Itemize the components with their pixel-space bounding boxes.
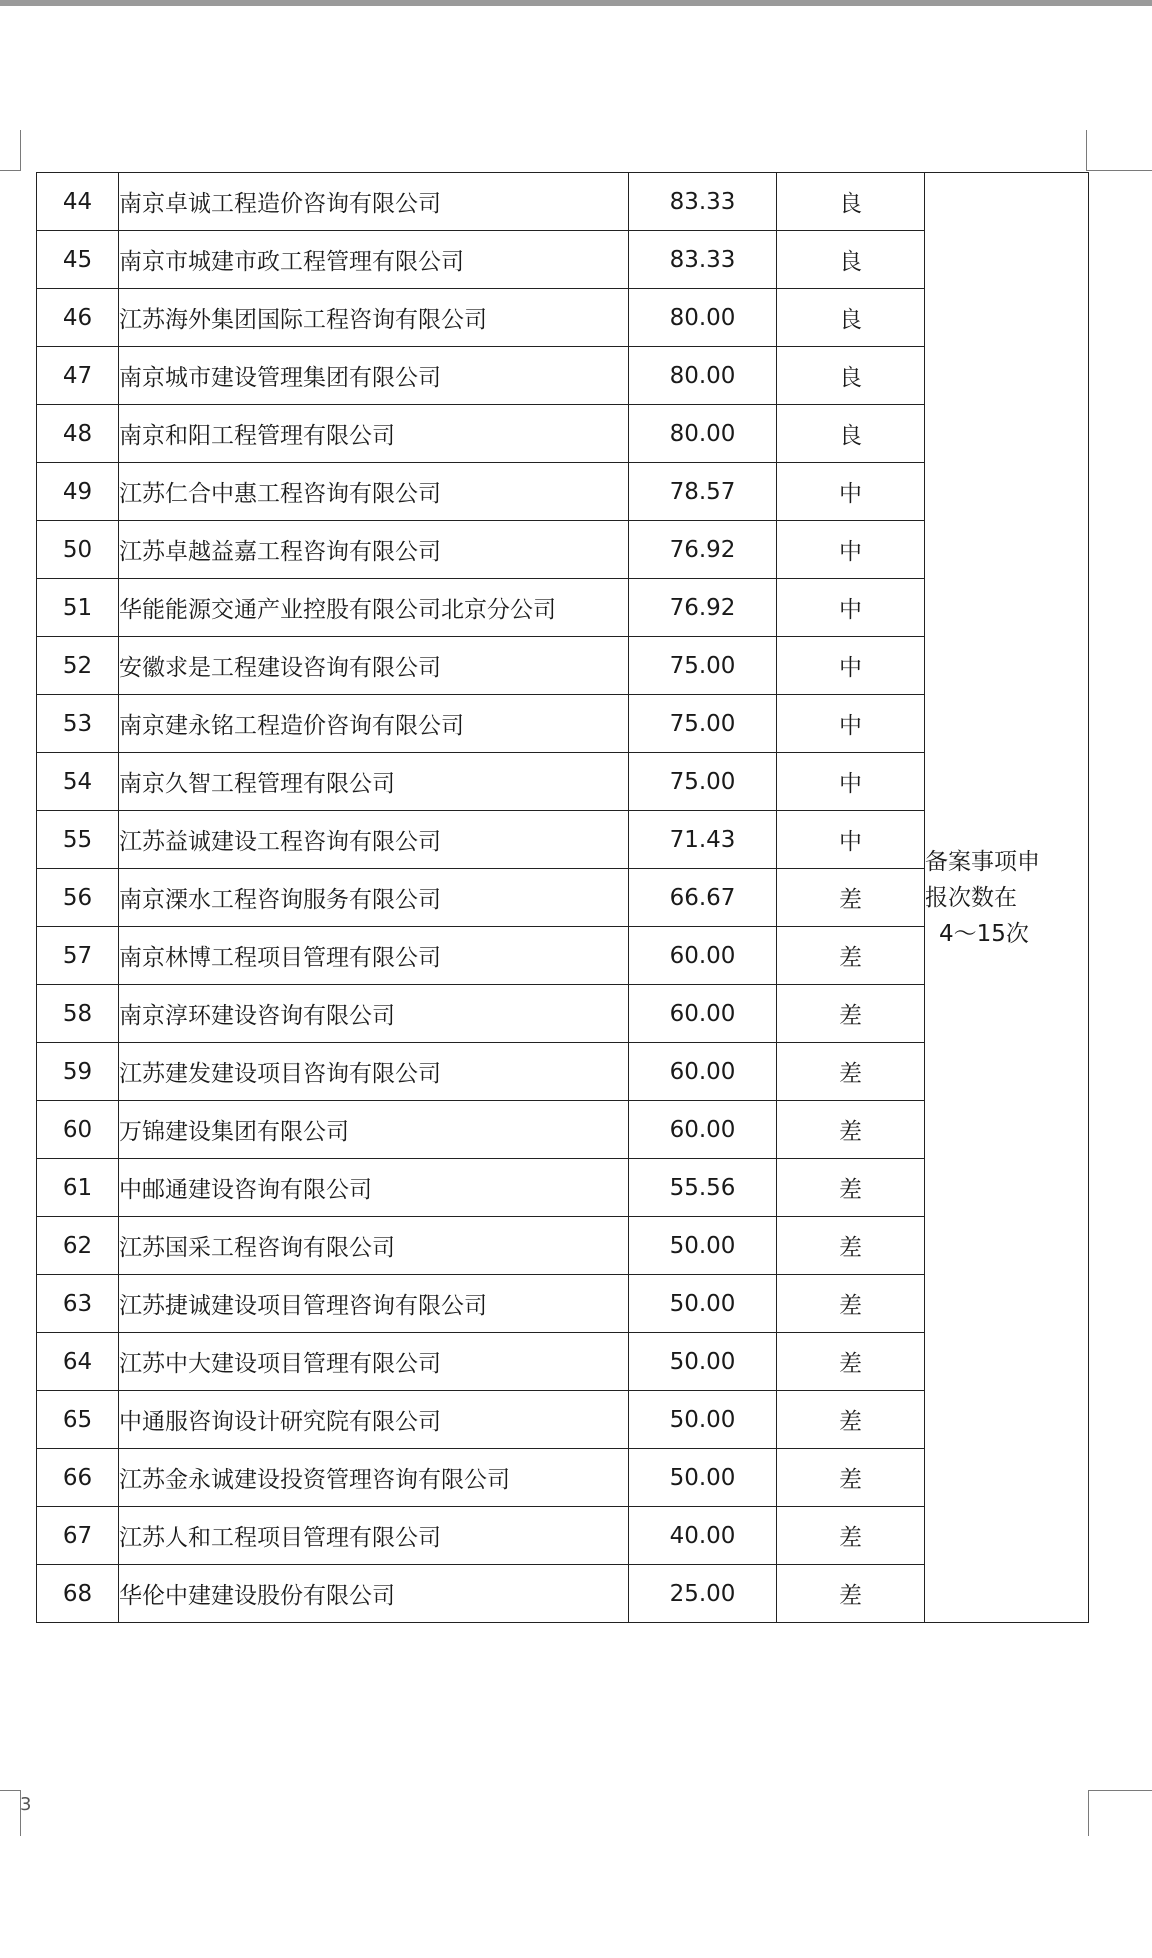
filing-count-note-cell bbox=[925, 173, 1089, 1623]
grade-cell: 中 bbox=[777, 637, 925, 695]
company-name-cell: 南京卓诚工程造价咨询有限公司 bbox=[119, 173, 629, 231]
grade-cell: 差 bbox=[777, 1333, 925, 1391]
row-number-cell: 59 bbox=[37, 1043, 119, 1101]
score-cell: 75.00 bbox=[629, 695, 777, 753]
grade-cell: 良 bbox=[777, 173, 925, 231]
grade-cell: 差 bbox=[777, 1449, 925, 1507]
score-cell: 80.00 bbox=[629, 347, 777, 405]
note-line: 备案事项申 bbox=[925, 848, 1040, 875]
note-line: 4～15次 bbox=[939, 920, 1029, 947]
row-number-cell: 56 bbox=[37, 869, 119, 927]
row-number-cell: 60 bbox=[37, 1101, 119, 1159]
crop-mark-top-right bbox=[1086, 130, 1152, 171]
grade-cell: 中 bbox=[777, 753, 925, 811]
grade-cell: 差 bbox=[777, 1043, 925, 1101]
grade-cell: 良 bbox=[777, 405, 925, 463]
company-name-cell: 华伦中建建设股份有限公司 bbox=[119, 1565, 629, 1623]
crop-mark-top-left bbox=[0, 130, 21, 171]
row-number-cell: 52 bbox=[37, 637, 119, 695]
score-cell: 75.00 bbox=[629, 753, 777, 811]
note-line: 报次数在 bbox=[925, 884, 1017, 911]
row-number-cell: 57 bbox=[37, 927, 119, 985]
rating-table bbox=[36, 172, 1089, 1623]
grade-cell: 中 bbox=[777, 695, 925, 753]
row-number-cell: 64 bbox=[37, 1333, 119, 1391]
company-name-cell: 安徽求是工程建设咨询有限公司 bbox=[119, 637, 629, 695]
row-number-cell: 61 bbox=[37, 1159, 119, 1217]
company-name-cell: 南京林博工程项目管理有限公司 bbox=[119, 927, 629, 985]
row-number-cell: 46 bbox=[37, 289, 119, 347]
company-name-cell: 南京久智工程管理有限公司 bbox=[119, 753, 629, 811]
score-cell: 50.00 bbox=[629, 1391, 777, 1449]
company-name-cell: 南京城市建设管理集团有限公司 bbox=[119, 347, 629, 405]
company-name-cell: 中通服咨询设计研究院有限公司 bbox=[119, 1391, 629, 1449]
company-name-cell: 江苏人和工程项目管理有限公司 bbox=[119, 1507, 629, 1565]
score-cell: 76.92 bbox=[629, 579, 777, 637]
company-name-cell: 南京市城建市政工程管理有限公司 bbox=[119, 231, 629, 289]
row-number-cell: 51 bbox=[37, 579, 119, 637]
company-name-cell: 南京和阳工程管理有限公司 bbox=[119, 405, 629, 463]
grade-cell: 差 bbox=[777, 1391, 925, 1449]
grade-cell: 差 bbox=[777, 985, 925, 1043]
score-cell: 71.43 bbox=[629, 811, 777, 869]
row-number-cell: 50 bbox=[37, 521, 119, 579]
row-number-cell: 58 bbox=[37, 985, 119, 1043]
company-name-cell: 南京建永铭工程造价咨询有限公司 bbox=[119, 695, 629, 753]
row-number-cell: 47 bbox=[37, 347, 119, 405]
grade-cell: 良 bbox=[777, 347, 925, 405]
company-name-cell: 南京淳环建设咨询有限公司 bbox=[119, 985, 629, 1043]
company-name-cell: 江苏国采工程咨询有限公司 bbox=[119, 1217, 629, 1275]
score-cell: 76.92 bbox=[629, 521, 777, 579]
score-cell: 83.33 bbox=[629, 231, 777, 289]
row-number-cell: 66 bbox=[37, 1449, 119, 1507]
score-cell: 75.00 bbox=[629, 637, 777, 695]
score-cell: 80.00 bbox=[629, 289, 777, 347]
score-cell: 80.00 bbox=[629, 405, 777, 463]
score-cell: 66.67 bbox=[629, 869, 777, 927]
company-name-cell: 江苏卓越益嘉工程咨询有限公司 bbox=[119, 521, 629, 579]
company-name-cell: 江苏金永诚建设投资管理咨询有限公司 bbox=[119, 1449, 629, 1507]
grade-cell: 良 bbox=[777, 289, 925, 347]
score-cell: 50.00 bbox=[629, 1217, 777, 1275]
grade-cell: 中 bbox=[777, 811, 925, 869]
score-cell: 60.00 bbox=[629, 1043, 777, 1101]
page-number: 3 bbox=[20, 1794, 32, 1815]
company-name-cell: 江苏建发建设项目咨询有限公司 bbox=[119, 1043, 629, 1101]
grade-cell: 差 bbox=[777, 927, 925, 985]
company-name-cell: 华能能源交通产业控股有限公司北京分公司 bbox=[119, 579, 629, 637]
grade-cell: 中 bbox=[777, 579, 925, 637]
row-number-cell: 54 bbox=[37, 753, 119, 811]
row-number-cell: 62 bbox=[37, 1217, 119, 1275]
row-number-cell: 49 bbox=[37, 463, 119, 521]
row-number-cell: 63 bbox=[37, 1275, 119, 1333]
grade-cell: 差 bbox=[777, 1159, 925, 1217]
score-cell: 50.00 bbox=[629, 1333, 777, 1391]
row-number-cell: 65 bbox=[37, 1391, 119, 1449]
company-name-cell: 江苏益诚建设工程咨询有限公司 bbox=[119, 811, 629, 869]
score-cell: 40.00 bbox=[629, 1507, 777, 1565]
score-cell: 60.00 bbox=[629, 927, 777, 985]
grade-cell: 差 bbox=[777, 1101, 925, 1159]
row-number-cell: 44 bbox=[37, 173, 119, 231]
grade-cell: 差 bbox=[777, 1275, 925, 1333]
company-name-cell: 江苏中大建设项目管理有限公司 bbox=[119, 1333, 629, 1391]
company-name-cell: 江苏仁合中惠工程咨询有限公司 bbox=[119, 463, 629, 521]
row-number-cell: 68 bbox=[37, 1565, 119, 1623]
grade-cell: 中 bbox=[777, 463, 925, 521]
company-name-cell: 江苏捷诚建设项目管理咨询有限公司 bbox=[119, 1275, 629, 1333]
score-cell: 50.00 bbox=[629, 1449, 777, 1507]
crop-mark-bottom-left bbox=[0, 1790, 21, 1836]
grade-cell: 差 bbox=[777, 1565, 925, 1623]
score-cell: 60.00 bbox=[629, 1101, 777, 1159]
company-name-cell: 万锦建设集团有限公司 bbox=[119, 1101, 629, 1159]
company-name-cell: 中邮通建设咨询有限公司 bbox=[119, 1159, 629, 1217]
grade-cell: 差 bbox=[777, 1507, 925, 1565]
company-name-cell: 江苏海外集团国际工程咨询有限公司 bbox=[119, 289, 629, 347]
rating-table-body bbox=[37, 173, 1089, 1623]
score-cell: 60.00 bbox=[629, 985, 777, 1043]
crop-mark-bottom-right bbox=[1088, 1790, 1152, 1836]
score-cell: 83.33 bbox=[629, 173, 777, 231]
score-cell: 25.00 bbox=[629, 1565, 777, 1623]
row-number-cell: 55 bbox=[37, 811, 119, 869]
score-cell: 78.57 bbox=[629, 463, 777, 521]
row-number-cell: 45 bbox=[37, 231, 119, 289]
grade-cell: 差 bbox=[777, 1217, 925, 1275]
grade-cell: 差 bbox=[777, 869, 925, 927]
grade-cell: 良 bbox=[777, 231, 925, 289]
table-row bbox=[37, 173, 1089, 231]
score-cell: 50.00 bbox=[629, 1275, 777, 1333]
row-number-cell: 53 bbox=[37, 695, 119, 753]
row-number-cell: 48 bbox=[37, 405, 119, 463]
grade-cell: 中 bbox=[777, 521, 925, 579]
row-number-cell: 67 bbox=[37, 1507, 119, 1565]
score-cell: 55.56 bbox=[629, 1159, 777, 1217]
company-name-cell: 南京溧水工程咨询服务有限公司 bbox=[119, 869, 629, 927]
top-border-bar bbox=[0, 0, 1152, 6]
